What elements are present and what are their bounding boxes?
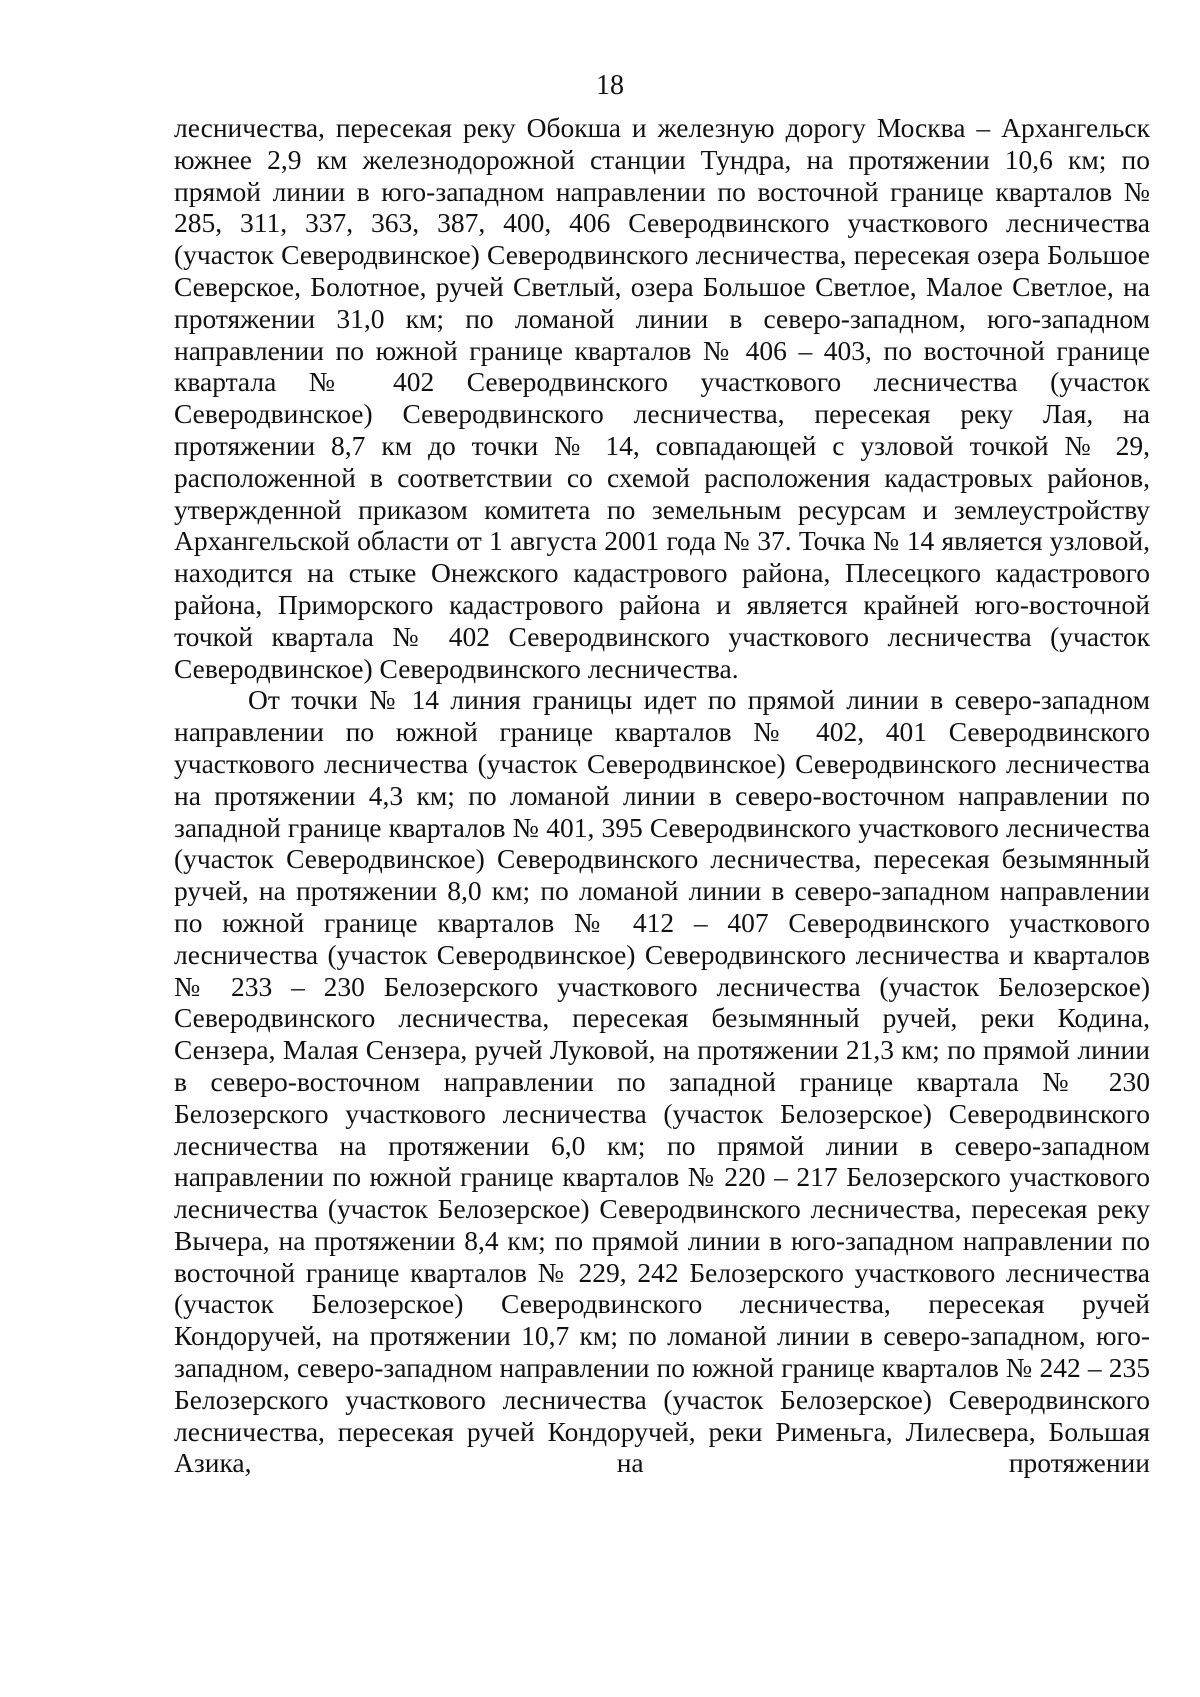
document-body — [174, 112, 1150, 1479]
paragraph-2: От точки № 14 линия границы идет по прямой линии в северо-западном направлении по южной границе кварталов № 402, 401 Северодвинского участкового лесничества (участок Северодвинское) Северодвинского лесничества на протяжении 4,3 км; по ломаной линии в северо-восточном направлении по западной границе кварталов № 401, 395 Северодвинского участкового лесничества (участок Северодвинское) Северодвинского лесничества, пересекая безымянный ручей, на протяжении 8,0 км; по ломаной линии в северо-западном направлении по южной границе кварталов № 412 – 407 Северодвинского участкового лесничества (участок Северодвинское) Северодвинского лесничества и кварталов № 233 – 230 Белозерского участкового лесничества (участок Белозерское) Северодвинского лесничества, пересекая безымянный ручей, реки Кодина, Сензера, Малая Сензера, ручей Луковой, на протяжении 21,3 км; по прямой линии в северо-восточном направлении по западной границе квартала № 230 Белозерского участкового лесничества (участок Белозерское) Северодвинского лесничества на протяжении 6,0 км; по прямой линии в северо-западном направлении по южной границе кварталов № 220 – 217 Белозерского участкового лесничества (участок Белозерское) Северодвинского лесничества, пересекая реку Вычера, на протяжении 8,4 км; по прямой линии в юго-западном направлении по восточной границе кварталов № 229, 242 Белозерского участкового лесничества (участок Белозерское) Северодвинского лесничества, пересекая ручей Кондоручей, на протяжении 10,7 км; по ломаной линии в северо-западном, юго-западном, северо-западном направлении по южной границе кварталов № 242 – 235 Белозерского участкового лесничества (участок Белозерское) Северодвинского лесничества, пересекая ручей Кондоручей, реки Рименьга, Лилесвера, Большая Азика, на протяжении — [174, 684, 1150, 1479]
paragraph-1: лесничества, пересекая реку Обокша и железную дорогу Москва – Архангельск южнее 2,9 км железнодорожной станции Тундра, на протяжении 10,6 км; по прямой линии в юго-западном направлении по восточной границе кварталов № 285, 311, 337, 363, 387, 400, 406 Северодвинского участкового лесничества (участок Северодвинское) Северодвинского лесничества, пересекая озера Большое Северское, Болотное, ручей Светлый, озера Большое Светлое, Малое Светлое, на протяжении 31,0 км; по ломаной линии в северо-западном, юго-западном направлении по южной границе кварталов № 406 – 403, по восточной границе квартала № 402 Северодвинского участкового лесничества (участок Северодвинское) Северодвинского лесничества, пересекая реку Лая, на протяжении 8,7 км до точки № 14, совпадающей с узловой точкой № 29, расположенной в соответствии со схемой расположения кадастровых районов, утвержденной приказом комитета по земельным ресурсам и землеустройству Архангельской области от 1 августа 2001 года № 37. Точка № 14 является узловой, находится на стыке Онежского кадастрового района, Плесецкого кадастрового района, Приморского кадастрового района и является крайней юго-восточной точкой квартала № 402 Северодвинского участкового лесничества (участок Северодвинское) Северодвинского лесничества. — [174, 112, 1150, 684]
page-number: 18 — [596, 70, 624, 101]
